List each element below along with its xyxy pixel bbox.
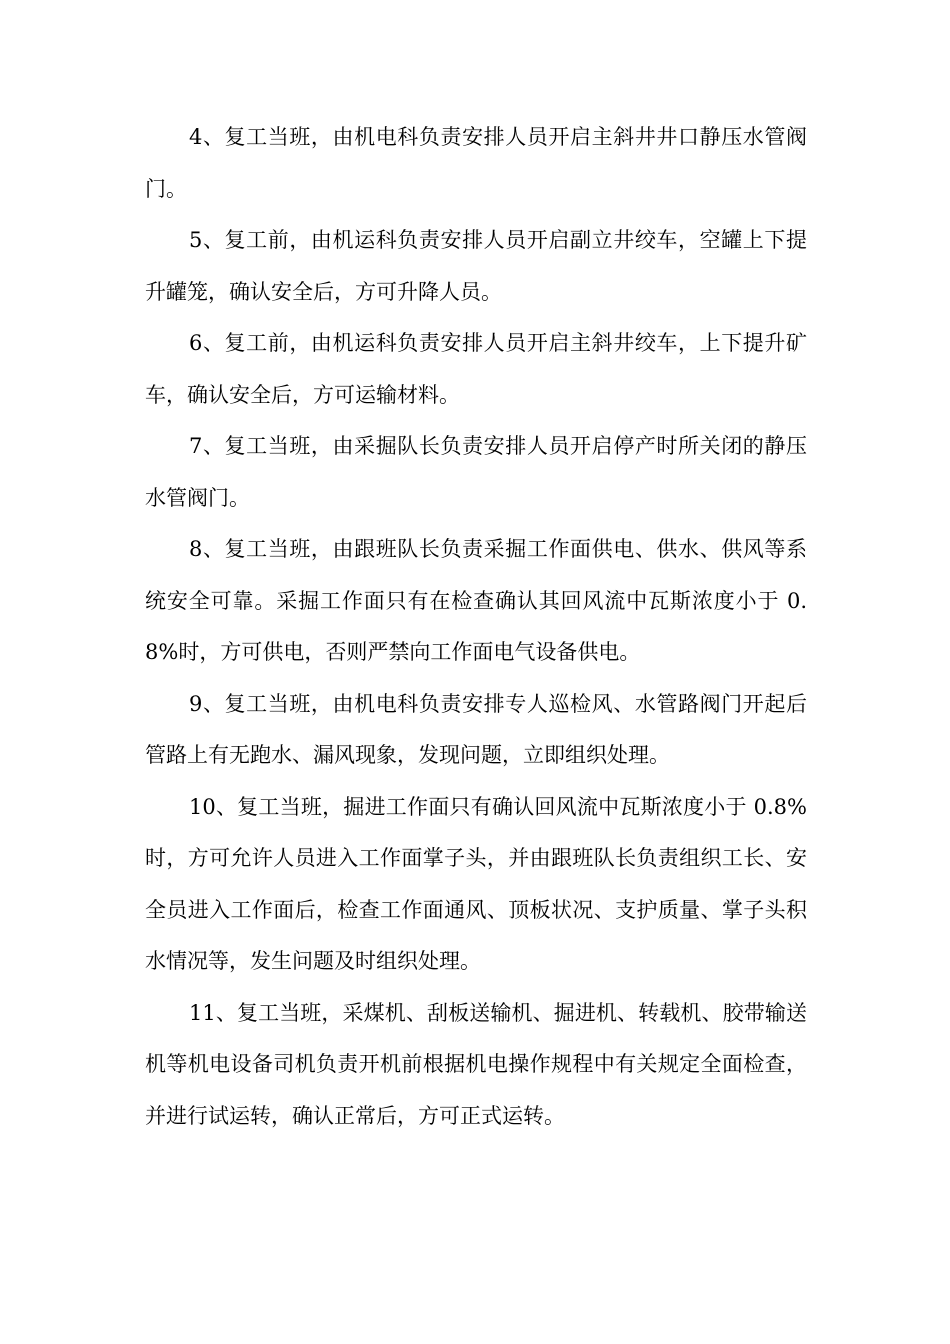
paragraph-item-9: 9、复工当班，由机电科负责安排专人巡检风、水管路阀门开起后管路上有无跑水、漏风现象，发现问题，立即组织处理。 [145,691,807,767]
paragraph-item-8: 8、复工当班，由跟班队长负责采掘工作面供电、供水、供风等系统安全可靠。采掘工作面只有在检查确认其回风流中瓦斯浓度小于 0.8%时，方可供电，否则严禁向工作面电气设备供电。 [145,537,807,664]
paragraph-item-11: 11、复工当班，采煤机、刮板送输机、掘进机、转载机、胶带输送机等机电设备司机负责开机前根据机电操作规程中有关规定全面检查，并进行试运转，确认正常后，方可正式运转。 [145,1000,807,1128]
document-body [145,112,807,1142]
paragraph-item-6: 6、复工前，由机运科负责安排人员开启主斜井绞车，上下提升矿车，确认安全后，方可运输材料。 [145,331,807,407]
paragraph-item-4: 4、复工当班，由机电科负责安排人员开启主斜井井口静压水管阀门。 [145,125,807,201]
paragraph-item-5: 5、复工前，由机运科负责安排人员开启副立井绞车，空罐上下提升罐笼，确认安全后，方可升降人员。 [145,228,807,304]
paragraph-item-10: 10、复工当班，掘进工作面只有确认回风流中瓦斯浓度小于 0.8%时，方可允许人员进入工作面掌子头，并由跟班队长负责组织工长、安全员进入工作面后，检查工作面通风、顶板状况、支护质量、掌子头积水情况等，发生问题及时组织处理。 [145,794,807,973]
paragraph-item-7: 7、复工当班，由采掘队长负责安排人员开启停产时所关闭的静压水管阀门。 [145,434,807,510]
